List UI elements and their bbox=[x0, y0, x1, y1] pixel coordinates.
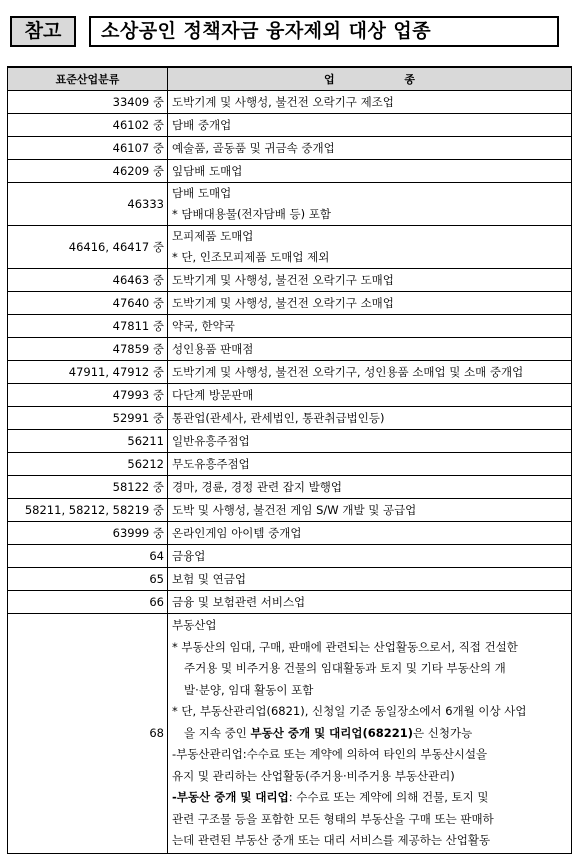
industry-description bbox=[168, 522, 572, 545]
desc-line: 통관업(관세사, 관세법인, 통관취급법인등) bbox=[172, 411, 385, 425]
desc-line: 경마, 경륜, 경정 관련 잡지 발행업 bbox=[172, 480, 343, 494]
industry-description bbox=[168, 269, 572, 292]
industry-description bbox=[168, 338, 572, 361]
desc-line: 약국, 한약국 bbox=[172, 319, 235, 333]
header-industry-part2: 종 bbox=[404, 73, 415, 86]
desc-text: 은 신청가능 bbox=[413, 725, 473, 740]
table-row bbox=[8, 545, 572, 568]
table-row bbox=[8, 522, 572, 545]
industry-code: 65 bbox=[8, 568, 168, 591]
table-row bbox=[8, 183, 572, 226]
desc-line: * 부동산의 임대, 구매, 판매에 관련되는 산업활동으로서, 직접 건설한 bbox=[172, 639, 518, 654]
industry-description bbox=[168, 384, 572, 407]
table-row bbox=[8, 407, 572, 430]
industry-code: 47911, 47912 중 bbox=[8, 361, 168, 384]
desc-line: 도박 및 사행성, 불건전 게임 S/W 개발 및 공급업 bbox=[172, 503, 417, 517]
industry-code: 58211, 58212, 58219 중 bbox=[8, 499, 168, 522]
table-row bbox=[8, 614, 572, 854]
industry-code: 68 bbox=[8, 614, 168, 854]
industry-code: 63999 중 bbox=[8, 522, 168, 545]
desc-line: 관련 구조물 등을 포함한 모든 형태의 부동산을 구매 또는 판매하 bbox=[172, 811, 494, 826]
industry-code: 33409 중 bbox=[8, 91, 168, 114]
desc-line: 성인용품 판매점 bbox=[172, 342, 254, 356]
table-row bbox=[8, 476, 572, 499]
table-body bbox=[8, 91, 572, 614]
excluded-industries-table bbox=[7, 66, 572, 854]
desc-line: 는데 관련된 부동산 중개 또는 대리 서비스를 제공하는 산업활동 bbox=[172, 833, 491, 847]
desc-line: 잎담배 도매업 bbox=[172, 164, 243, 178]
table-row bbox=[8, 453, 572, 476]
industry-code: 47993 중 bbox=[8, 384, 168, 407]
industry-description bbox=[168, 545, 572, 568]
desc-line: 담배 중개업 bbox=[172, 118, 232, 132]
industry-description bbox=[168, 114, 572, 137]
table-row bbox=[8, 269, 572, 292]
industry-description bbox=[168, 91, 572, 114]
desc-line: 예술품, 골동품 및 귀금속 중개업 bbox=[172, 141, 335, 155]
desc-line bbox=[172, 723, 567, 745]
table-row bbox=[8, 499, 572, 522]
header-industry bbox=[168, 67, 572, 91]
page-title: 소상공인 정책자금 융자제외 대상 업종 bbox=[89, 16, 559, 47]
desc-line bbox=[172, 787, 567, 809]
desc-text: : 수수료 또는 계약에 의해 건물, 토지 및 bbox=[288, 790, 489, 804]
desc-line: -부동산관리업:수수료 또는 계약에 의하여 타인의 부동산시설을 bbox=[172, 747, 488, 761]
industry-description bbox=[168, 183, 572, 226]
desc-bold-text: 부동산 중개 및 대리업(68221) bbox=[250, 725, 414, 740]
desc-line: * 담배대용물(전자담배 등) 포함 bbox=[172, 207, 331, 221]
desc-line: 도박기계 및 사행성, 불건전 오락기구 도매업 bbox=[172, 273, 394, 287]
desc-text: 을 지속 중인 bbox=[184, 725, 251, 740]
table-row bbox=[8, 137, 572, 160]
desc-line: 유지 및 관리하는 산업활동(주거용·비주거용 부동산관리) bbox=[172, 768, 455, 783]
table-row bbox=[8, 430, 572, 453]
table-row bbox=[8, 591, 572, 614]
industry-code: 66 bbox=[8, 591, 168, 614]
industry-description bbox=[168, 568, 572, 591]
industry-code: 46463 중 bbox=[8, 269, 168, 292]
industry-description bbox=[168, 614, 572, 854]
desc-line: 도박기계 및 사행성, 불건전 오락기구, 성인용품 소매업 및 소매 중개업 bbox=[172, 365, 524, 379]
industry-code: 46102 중 bbox=[8, 114, 168, 137]
title-bar bbox=[10, 16, 565, 49]
industry-description bbox=[168, 453, 572, 476]
desc-line: 다단계 방문판매 bbox=[172, 388, 254, 402]
desc-line: 보험 및 연금업 bbox=[172, 572, 246, 586]
table-body-last bbox=[8, 614, 572, 854]
industry-code: 46416, 46417 중 bbox=[8, 226, 168, 269]
desc-line: * 단, 부동산관리업(6821), 신청일 기준 동일장소에서 6개월 이상 사업 bbox=[172, 704, 527, 718]
industry-description bbox=[168, 476, 572, 499]
desc-line: 금융업 bbox=[172, 549, 206, 563]
industry-code: 47811 중 bbox=[8, 315, 168, 338]
reference-tag: 참고 bbox=[10, 16, 76, 47]
industry-description bbox=[168, 226, 572, 269]
table-row bbox=[8, 315, 572, 338]
industry-code: 46209 중 bbox=[8, 160, 168, 183]
industry-code: 46107 중 bbox=[8, 137, 168, 160]
industry-description bbox=[168, 292, 572, 315]
industry-code: 56211 bbox=[8, 430, 168, 453]
table-row bbox=[8, 114, 572, 137]
table-row bbox=[8, 160, 572, 183]
table-header-row bbox=[8, 67, 572, 91]
desc-line: 도박기계 및 사행성, 불건전 오락기구 소매업 bbox=[172, 296, 394, 310]
industry-description bbox=[168, 591, 572, 614]
table-row bbox=[8, 226, 572, 269]
header-industry-part1: 업 bbox=[324, 73, 335, 86]
header-code: 표준산업분류 bbox=[8, 67, 168, 91]
desc-line: 일반유흥주점업 bbox=[172, 434, 250, 448]
desc-line: 도박기계 및 사행성, 불건전 오락기구 제조업 bbox=[172, 95, 394, 109]
desc-line: 무도유흥주점업 bbox=[172, 457, 250, 471]
desc-line: 모피제품 도매업 bbox=[172, 229, 254, 243]
table-row bbox=[8, 384, 572, 407]
table-row bbox=[8, 338, 572, 361]
industry-description bbox=[168, 361, 572, 384]
industry-code: 47859 중 bbox=[8, 338, 168, 361]
industry-description bbox=[168, 499, 572, 522]
desc-line: 발·분양, 임대 활동이 포함 bbox=[184, 682, 314, 697]
desc-line: 주거용 및 비주거용 건물의 임대활동과 토지 및 기타 부동산의 개 bbox=[184, 661, 506, 675]
industry-code: 56212 bbox=[8, 453, 168, 476]
desc-bold-text: -부동산 중개 및 대리업 bbox=[172, 790, 289, 804]
industry-description bbox=[168, 430, 572, 453]
industry-code: 64 bbox=[8, 545, 168, 568]
industry-code: 52991 중 bbox=[8, 407, 168, 430]
industry-description bbox=[168, 137, 572, 160]
table-row bbox=[8, 292, 572, 315]
industry-description bbox=[168, 407, 572, 430]
industry-description bbox=[168, 160, 572, 183]
desc-line: 부동산업 bbox=[172, 618, 217, 632]
industry-code: 58122 중 bbox=[8, 476, 168, 499]
table-row bbox=[8, 568, 572, 591]
industry-code: 46333 bbox=[8, 183, 168, 226]
desc-line: 금융 및 보험관련 서비스업 bbox=[172, 595, 306, 609]
table-row bbox=[8, 91, 572, 114]
industry-code: 47640 중 bbox=[8, 292, 168, 315]
desc-line: 온라인게임 아이템 중개업 bbox=[172, 526, 302, 540]
desc-line: * 단, 인조모피제품 도매업 제외 bbox=[172, 250, 330, 264]
table-row bbox=[8, 361, 572, 384]
industry-description bbox=[168, 315, 572, 338]
desc-line: 담배 도매업 bbox=[172, 186, 232, 200]
